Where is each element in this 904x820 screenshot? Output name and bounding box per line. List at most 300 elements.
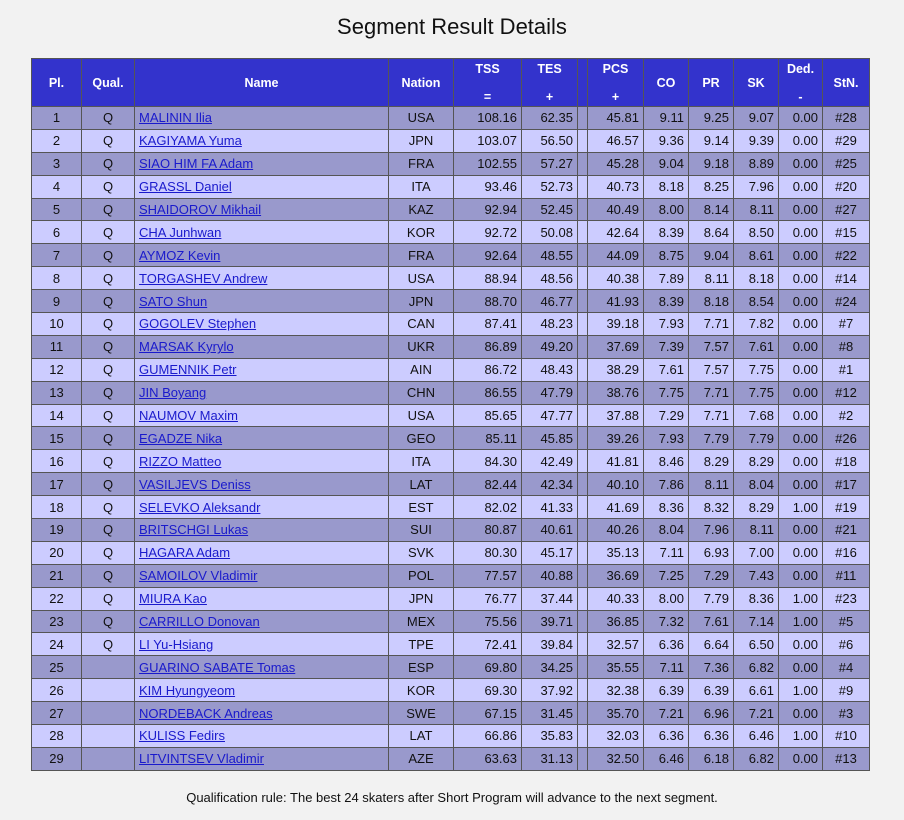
spacer-cell	[578, 427, 588, 450]
place-cell: 27	[32, 702, 82, 725]
ded-cell: 1.00	[779, 587, 823, 610]
tes-cell: 41.33	[522, 496, 578, 519]
tes-cell: 31.13	[522, 747, 578, 770]
pr-cell: 8.64	[689, 221, 734, 244]
table-row	[32, 450, 870, 473]
nation-cell: AIN	[389, 358, 454, 381]
col-header-name: Name	[135, 59, 389, 107]
tes-cell: 45.85	[522, 427, 578, 450]
qual-cell: Q	[82, 335, 135, 358]
pr-cell: 6.18	[689, 747, 734, 770]
ded-cell: 1.00	[779, 496, 823, 519]
name-cell	[135, 656, 389, 679]
skater-name-link[interactable]: SIAO HIM FA Adam	[139, 156, 254, 172]
tes-cell: 56.50	[522, 129, 578, 152]
skater-name-link[interactable]: NORDEBACK Andreas	[139, 705, 273, 721]
co-cell: 6.39	[644, 679, 689, 702]
ded-cell: 0.00	[779, 747, 823, 770]
table-row	[32, 175, 870, 198]
nation-cell: JPN	[389, 129, 454, 152]
qual-cell: Q	[82, 450, 135, 473]
name-cell	[135, 129, 389, 152]
spacer-cell	[578, 450, 588, 473]
ded-cell: 0.00	[779, 519, 823, 542]
pr-cell: 7.57	[689, 335, 734, 358]
pr-cell: 9.18	[689, 152, 734, 175]
nation-cell: KOR	[389, 679, 454, 702]
co-cell: 7.11	[644, 656, 689, 679]
name-cell	[135, 244, 389, 267]
name-cell	[135, 725, 389, 748]
tss-cell: 69.80	[454, 656, 522, 679]
pr-cell: 7.61	[689, 610, 734, 633]
co-cell: 9.04	[644, 152, 689, 175]
ded-cell: 0.00	[779, 702, 823, 725]
pcs-cell: 36.69	[588, 564, 644, 587]
skater-name-link[interactable]: SELEVKO Aleksandr	[139, 499, 261, 515]
skater-name-link[interactable]: SATO Shun	[139, 293, 208, 309]
tes-cell: 35.83	[522, 725, 578, 748]
tss-cell: 77.57	[454, 564, 522, 587]
ded-cell: 0.00	[779, 564, 823, 587]
ded-cell: 0.00	[779, 198, 823, 221]
ded-cell: 1.00	[779, 725, 823, 748]
sk-cell: 7.14	[734, 610, 779, 633]
pr-cell: 7.29	[689, 564, 734, 587]
ded-cell: 0.00	[779, 129, 823, 152]
place-cell: 2	[32, 129, 82, 152]
col-header-tes: TES +	[522, 59, 578, 107]
stn-cell: #2	[823, 404, 870, 427]
tss-cell: 86.72	[454, 358, 522, 381]
sk-cell: 8.11	[734, 519, 779, 542]
ded-cell: 0.00	[779, 290, 823, 313]
table-row	[32, 221, 870, 244]
tss-cell: 93.46	[454, 175, 522, 198]
skater-name-link[interactable]: KULISS Fedirs	[139, 728, 225, 744]
place-cell: 1	[32, 107, 82, 130]
nation-cell: ITA	[389, 450, 454, 473]
sk-cell: 8.36	[734, 587, 779, 610]
table-row	[32, 152, 870, 175]
qual-cell: Q	[82, 633, 135, 656]
pcs-cell: 40.10	[588, 473, 644, 496]
co-cell: 6.36	[644, 725, 689, 748]
sk-cell: 8.11	[734, 198, 779, 221]
stn-cell: #13	[823, 747, 870, 770]
skater-name-link[interactable]: MIURA Kao	[139, 591, 207, 607]
col-header-pr: PR	[689, 59, 734, 107]
pcs-cell: 39.26	[588, 427, 644, 450]
name-cell	[135, 702, 389, 725]
pr-cell: 7.36	[689, 656, 734, 679]
name-cell	[135, 267, 389, 290]
pcs-cell: 41.69	[588, 496, 644, 519]
pr-cell: 7.79	[689, 587, 734, 610]
col-header-tss: TSS =	[454, 59, 522, 107]
pr-cell: 6.64	[689, 633, 734, 656]
spacer-cell	[578, 404, 588, 427]
skater-name-link[interactable]: KAGIYAMA Yuma	[139, 133, 242, 149]
stn-cell: #3	[823, 702, 870, 725]
spacer-cell	[578, 313, 588, 336]
results-table	[31, 58, 870, 771]
ded-cell: 0.00	[779, 152, 823, 175]
stn-cell: #27	[823, 198, 870, 221]
qual-cell: Q	[82, 541, 135, 564]
tes-cell: 37.44	[522, 587, 578, 610]
stn-cell: #12	[823, 381, 870, 404]
ded-cell: 0.00	[779, 358, 823, 381]
spacer-cell	[578, 244, 588, 267]
place-cell: 20	[32, 541, 82, 564]
stn-cell: #9	[823, 679, 870, 702]
ded-cell: 0.00	[779, 244, 823, 267]
tss-cell: 80.30	[454, 541, 522, 564]
tss-cell: 88.70	[454, 290, 522, 313]
pr-cell: 8.32	[689, 496, 734, 519]
name-cell	[135, 473, 389, 496]
co-cell: 7.29	[644, 404, 689, 427]
place-cell: 21	[32, 564, 82, 587]
spacer-cell	[578, 633, 588, 656]
qual-cell: Q	[82, 267, 135, 290]
name-cell	[135, 564, 389, 587]
ded-cell: 0.00	[779, 404, 823, 427]
pcs-cell: 40.49	[588, 198, 644, 221]
name-cell	[135, 496, 389, 519]
tes-cell: 47.79	[522, 381, 578, 404]
tss-cell: 102.55	[454, 152, 522, 175]
stn-cell: #23	[823, 587, 870, 610]
col-header-co: CO	[644, 59, 689, 107]
table-row	[32, 587, 870, 610]
co-cell: 8.00	[644, 198, 689, 221]
co-cell: 7.61	[644, 358, 689, 381]
name-cell	[135, 290, 389, 313]
name-cell	[135, 633, 389, 656]
skater-name-link[interactable]: MARSAK Kyrylo	[139, 339, 234, 355]
stn-cell: #4	[823, 656, 870, 679]
qual-cell	[82, 747, 135, 770]
table-row	[32, 267, 870, 290]
pr-cell: 8.14	[689, 198, 734, 221]
skater-name-link[interactable]: VASILJEVS Deniss	[139, 476, 251, 492]
sk-cell: 7.61	[734, 335, 779, 358]
name-cell	[135, 450, 389, 473]
ded-cell: 0.00	[779, 450, 823, 473]
table-row	[32, 633, 870, 656]
co-cell: 8.39	[644, 221, 689, 244]
tss-cell: 67.15	[454, 702, 522, 725]
stn-cell: #6	[823, 633, 870, 656]
nation-cell: JPN	[389, 587, 454, 610]
stn-cell: #24	[823, 290, 870, 313]
skater-name-link[interactable]: LITVINTSEV Vladimir	[139, 751, 264, 767]
skater-name-link[interactable]: RIZZO Matteo	[139, 453, 222, 469]
sk-cell: 8.29	[734, 496, 779, 519]
skater-name-link[interactable]: EGADZE Nika	[139, 430, 223, 446]
spacer-cell	[578, 725, 588, 748]
spacer-cell	[578, 656, 588, 679]
place-cell: 19	[32, 519, 82, 542]
nation-cell: JPN	[389, 290, 454, 313]
table-row	[32, 381, 870, 404]
pr-cell: 7.71	[689, 381, 734, 404]
tes-cell: 46.77	[522, 290, 578, 313]
sk-cell: 8.50	[734, 221, 779, 244]
spacer-cell	[578, 267, 588, 290]
table-row	[32, 404, 870, 427]
co-cell: 7.25	[644, 564, 689, 587]
place-cell: 22	[32, 587, 82, 610]
qual-cell: Q	[82, 244, 135, 267]
co-cell: 8.36	[644, 496, 689, 519]
stn-cell: #15	[823, 221, 870, 244]
ded-cell: 0.00	[779, 267, 823, 290]
co-cell: 8.46	[644, 450, 689, 473]
ded-cell: 0.00	[779, 473, 823, 496]
ded-cell: 0.00	[779, 633, 823, 656]
col-header-spacer	[578, 59, 588, 107]
co-cell: 7.86	[644, 473, 689, 496]
qual-cell	[82, 725, 135, 748]
spacer-cell	[578, 335, 588, 358]
skater-name-link[interactable]: HAGARA Adam	[139, 545, 231, 561]
col-header-ded: Ded. -	[779, 59, 823, 107]
place-cell: 28	[32, 725, 82, 748]
tss-cell: 84.30	[454, 450, 522, 473]
spacer-cell	[578, 587, 588, 610]
nation-cell: SWE	[389, 702, 454, 725]
tss-cell: 66.86	[454, 725, 522, 748]
qual-cell: Q	[82, 175, 135, 198]
pr-cell: 9.04	[689, 244, 734, 267]
pcs-cell: 35.55	[588, 656, 644, 679]
table-row	[32, 129, 870, 152]
skater-name-link[interactable]: TORGASHEV Andrew	[139, 270, 268, 286]
sk-cell: 8.18	[734, 267, 779, 290]
pr-cell: 7.57	[689, 358, 734, 381]
place-cell: 10	[32, 313, 82, 336]
stn-cell: #8	[823, 335, 870, 358]
nation-cell: EST	[389, 496, 454, 519]
tes-cell: 40.88	[522, 564, 578, 587]
pr-cell: 7.96	[689, 519, 734, 542]
skater-name-link[interactable]: GUARINO SABATE Tomas	[139, 659, 296, 675]
tes-cell: 31.45	[522, 702, 578, 725]
co-cell: 6.46	[644, 747, 689, 770]
sk-cell: 8.29	[734, 450, 779, 473]
table-row	[32, 564, 870, 587]
skater-name-link[interactable]: NAUMOV Maxim	[139, 408, 238, 424]
tss-cell: 76.77	[454, 587, 522, 610]
place-cell: 8	[32, 267, 82, 290]
co-cell: 7.32	[644, 610, 689, 633]
place-cell: 13	[32, 381, 82, 404]
pr-cell: 8.29	[689, 450, 734, 473]
tss-cell: 82.44	[454, 473, 522, 496]
table-row	[32, 427, 870, 450]
skater-name-link[interactable]: GUMENNIK Petr	[139, 362, 237, 378]
sk-cell: 6.50	[734, 633, 779, 656]
tes-cell: 48.43	[522, 358, 578, 381]
name-cell	[135, 519, 389, 542]
qualification-rule: Qualification rule: The best 24 skaters after Short Program will advance to the next segment.	[186, 790, 718, 805]
nation-cell: FRA	[389, 152, 454, 175]
skater-name-link[interactable]: CARRILLO Donovan	[139, 614, 260, 630]
sk-cell: 7.75	[734, 381, 779, 404]
stn-cell: #19	[823, 496, 870, 519]
stn-cell: #22	[823, 244, 870, 267]
sk-cell: 7.21	[734, 702, 779, 725]
place-cell: 9	[32, 290, 82, 313]
skater-name-link[interactable]: MALININ Ilia	[139, 110, 212, 126]
tes-cell: 49.20	[522, 335, 578, 358]
qual-cell: Q	[82, 473, 135, 496]
tss-cell: 92.94	[454, 198, 522, 221]
qual-cell: Q	[82, 519, 135, 542]
pcs-cell: 37.69	[588, 335, 644, 358]
nation-cell: MEX	[389, 610, 454, 633]
sk-cell: 9.07	[734, 107, 779, 130]
sk-cell: 7.79	[734, 427, 779, 450]
qual-cell: Q	[82, 198, 135, 221]
place-cell: 15	[32, 427, 82, 450]
tes-cell: 42.34	[522, 473, 578, 496]
stn-cell: #28	[823, 107, 870, 130]
ded-cell: 0.00	[779, 107, 823, 130]
nation-cell: POL	[389, 564, 454, 587]
skater-name-link[interactable]: CHA Junhwan	[139, 224, 222, 240]
co-cell: 7.11	[644, 541, 689, 564]
skater-name-link[interactable]: GOGOLEV Stephen	[139, 316, 257, 332]
skater-name-link[interactable]: JIN Boyang	[139, 385, 207, 401]
spacer-cell	[578, 702, 588, 725]
nation-cell: CHN	[389, 381, 454, 404]
qual-cell: Q	[82, 313, 135, 336]
spacer-cell	[578, 473, 588, 496]
pcs-cell: 32.57	[588, 633, 644, 656]
nation-cell: UKR	[389, 335, 454, 358]
sk-cell: 6.82	[734, 656, 779, 679]
co-cell: 8.00	[644, 587, 689, 610]
pr-cell: 6.96	[689, 702, 734, 725]
spacer-cell	[578, 564, 588, 587]
place-cell: 23	[32, 610, 82, 633]
qual-cell: Q	[82, 404, 135, 427]
pcs-cell: 37.88	[588, 404, 644, 427]
pr-cell: 6.36	[689, 725, 734, 748]
tes-cell: 62.35	[522, 107, 578, 130]
skater-name-link[interactable]: SHAIDOROV Mikhail	[139, 202, 262, 217]
nation-cell: USA	[389, 107, 454, 130]
tss-cell: 82.02	[454, 496, 522, 519]
sk-cell: 7.82	[734, 313, 779, 336]
skater-name-link[interactable]: LI Yu-Hsiang	[139, 636, 214, 652]
co-cell: 7.75	[644, 381, 689, 404]
pr-cell: 8.25	[689, 175, 734, 198]
skater-name-link[interactable]: GRASSL Daniel	[139, 179, 232, 195]
sk-cell: 8.61	[734, 244, 779, 267]
table-row	[32, 107, 870, 130]
name-cell	[135, 221, 389, 244]
tes-cell: 48.56	[522, 267, 578, 290]
tss-cell: 92.72	[454, 221, 522, 244]
skater-name-link[interactable]: BRITSCHGI Lukas	[139, 522, 249, 538]
nation-cell: LAT	[389, 725, 454, 748]
skater-name-link[interactable]: AYMOZ Kevin	[139, 247, 221, 263]
skater-name-link[interactable]: KIM Hyungyeom	[139, 682, 236, 698]
tes-cell: 42.49	[522, 450, 578, 473]
pcs-cell: 36.85	[588, 610, 644, 633]
place-cell: 4	[32, 175, 82, 198]
nation-cell: TPE	[389, 633, 454, 656]
spacer-cell	[578, 152, 588, 175]
pcs-cell: 44.09	[588, 244, 644, 267]
pcs-cell: 32.38	[588, 679, 644, 702]
tss-cell: 80.87	[454, 519, 522, 542]
pr-cell: 9.14	[689, 129, 734, 152]
place-cell: 16	[32, 450, 82, 473]
table-row	[32, 610, 870, 633]
tss-cell: 86.55	[454, 381, 522, 404]
ded-cell: 0.00	[779, 427, 823, 450]
stn-cell: #5	[823, 610, 870, 633]
pr-cell: 8.11	[689, 267, 734, 290]
pr-cell: 7.79	[689, 427, 734, 450]
name-cell	[135, 587, 389, 610]
spacer-cell	[578, 541, 588, 564]
pr-cell: 6.39	[689, 679, 734, 702]
pr-cell: 8.18	[689, 290, 734, 313]
co-cell: 9.11	[644, 107, 689, 130]
nation-cell: KAZ	[389, 198, 454, 221]
table-row	[32, 313, 870, 336]
pr-cell: 6.93	[689, 541, 734, 564]
stn-cell: #21	[823, 519, 870, 542]
qual-cell: Q	[82, 221, 135, 244]
tss-cell: 88.94	[454, 267, 522, 290]
table-row	[32, 725, 870, 748]
tes-cell: 39.71	[522, 610, 578, 633]
stn-cell: #7	[823, 313, 870, 336]
stn-cell: #1	[823, 358, 870, 381]
sk-cell: 8.04	[734, 473, 779, 496]
table-row	[32, 358, 870, 381]
tss-cell: 87.41	[454, 313, 522, 336]
pcs-cell: 46.57	[588, 129, 644, 152]
ded-cell: 0.00	[779, 541, 823, 564]
table-row	[32, 290, 870, 313]
qual-cell: Q	[82, 564, 135, 587]
skater-name-link[interactable]: SAMOILOV Vladimir	[139, 568, 258, 584]
ded-cell: 0.00	[779, 313, 823, 336]
qual-cell	[82, 656, 135, 679]
name-cell	[135, 175, 389, 198]
col-header-stn: StN.	[823, 59, 870, 107]
place-cell: 6	[32, 221, 82, 244]
name-cell	[135, 404, 389, 427]
sk-cell: 6.46	[734, 725, 779, 748]
nation-cell: GEO	[389, 427, 454, 450]
tss-cell: 63.63	[454, 747, 522, 770]
table-row	[32, 702, 870, 725]
ded-cell: 0.00	[779, 381, 823, 404]
ded-cell: 0.00	[779, 656, 823, 679]
col-header-qual: Qual.	[82, 59, 135, 107]
tes-cell: 50.08	[522, 221, 578, 244]
